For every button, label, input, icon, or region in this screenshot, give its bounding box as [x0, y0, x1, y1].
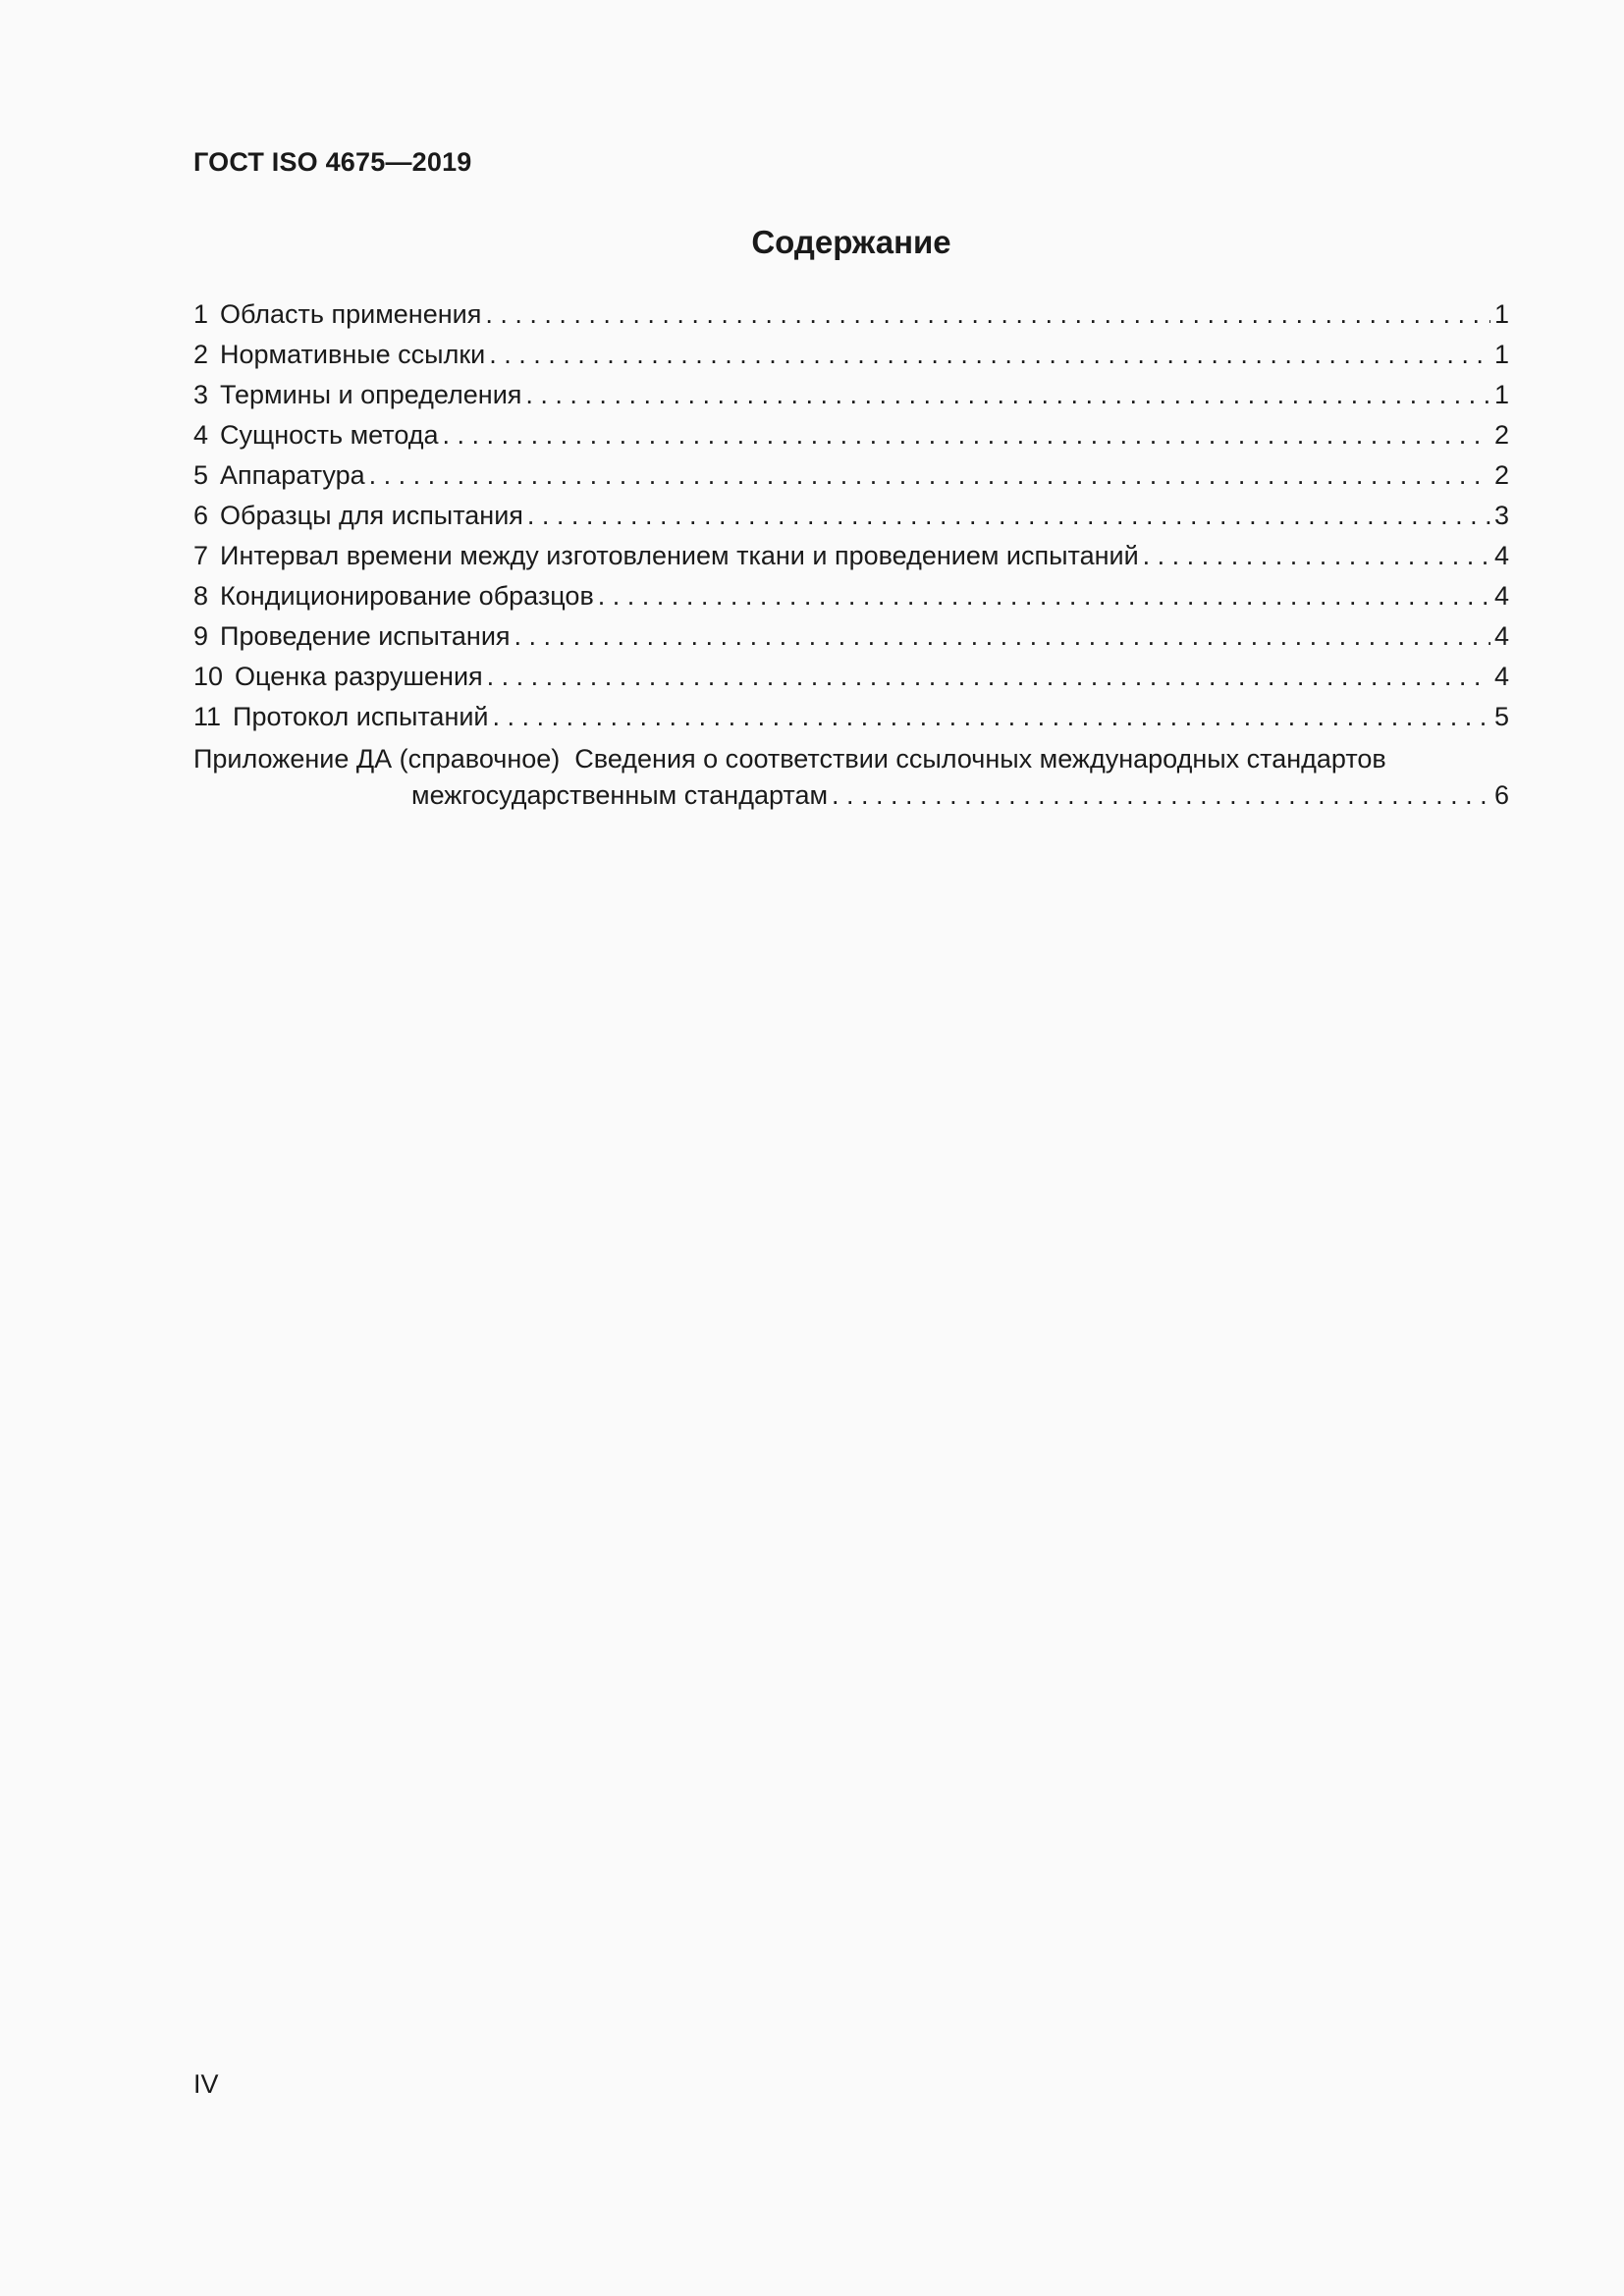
toc-item-label: Образцы для испытания — [220, 501, 523, 530]
toc-item[interactable] — [193, 616, 1509, 657]
toc-item[interactable] — [193, 657, 1509, 697]
table-of-contents — [193, 294, 1509, 814]
toc-leader-dots — [493, 697, 1490, 737]
toc-item-number: 9 — [193, 621, 209, 651]
appendix-title-line1: Сведения о соответствии ссылочных международных стандартов — [574, 744, 1386, 774]
toc-leader-dots — [489, 335, 1490, 375]
toc-item-label: Нормативные ссылки — [220, 340, 486, 369]
toc-item-page: 2 — [1493, 420, 1509, 450]
toc-item[interactable] — [193, 536, 1509, 576]
appendix-title-line2: межгосударственным стандартам — [411, 780, 829, 810]
toc-leader-dots — [598, 576, 1490, 616]
toc-item-label: Сущность метода — [220, 420, 439, 450]
toc-item-number: 1 — [193, 299, 209, 329]
toc-item-page: 1 — [1493, 340, 1509, 369]
toc-leader-dots — [1143, 536, 1490, 576]
toc-item[interactable] — [193, 375, 1509, 415]
toc-item[interactable] — [193, 576, 1509, 616]
toc-leader-dots — [369, 455, 1490, 496]
toc-item-page: 2 — [1493, 460, 1509, 490]
toc-item-number: 8 — [193, 581, 209, 611]
appendix-prefix: Приложение ДА (справочное) — [193, 744, 561, 774]
toc-item-label: Проведение испытания — [220, 621, 511, 651]
toc-item-number: 4 — [193, 420, 209, 450]
toc-item[interactable] — [193, 455, 1509, 496]
toc-item-label: Протокол испытаний — [233, 702, 489, 731]
toc-item-number: 11 — [193, 702, 222, 731]
toc-item-number: 2 — [193, 340, 209, 369]
toc-title: Содержание — [751, 224, 951, 260]
toc-item-page: 5 — [1493, 702, 1509, 731]
toc-item-label: Термины и определения — [220, 380, 522, 409]
toc-item-page: 1 — [1493, 299, 1509, 329]
toc-item-label: Аппаратура — [220, 460, 365, 490]
appendix-page: 6 — [1493, 780, 1509, 810]
toc-item-number: 6 — [193, 501, 209, 530]
toc-leader-dots — [487, 657, 1490, 697]
toc-leader-dots — [525, 375, 1490, 415]
toc-item[interactable] — [193, 697, 1509, 737]
toc-leader-dots — [832, 777, 1490, 814]
toc-item-page: 4 — [1493, 541, 1509, 570]
toc-item[interactable] — [193, 335, 1509, 375]
toc-item-number: 7 — [193, 541, 209, 570]
toc-item-number: 3 — [193, 380, 209, 409]
toc-item-page: 3 — [1493, 501, 1509, 530]
toc-item[interactable] — [193, 415, 1509, 455]
toc-leader-dots — [527, 496, 1490, 536]
toc-item-label: Интервал времени между изготовлением ткани и проведением испытаний — [220, 541, 1139, 570]
toc-item-label: Оценка разрушения — [235, 662, 483, 691]
toc-item-number: 10 — [193, 662, 224, 691]
toc-appendix-item[interactable] — [193, 741, 1509, 814]
footer-page-number: IV — [193, 2069, 219, 2099]
toc-item-label: Область применения — [220, 299, 482, 329]
toc-item-page: 4 — [1493, 662, 1509, 691]
toc-leader-dots — [514, 616, 1490, 657]
toc-item-label: Кондиционирование образцов — [220, 581, 594, 611]
toc-item-page: 1 — [1493, 380, 1509, 409]
toc-item-number: 5 — [193, 460, 209, 490]
toc-item-page: 4 — [1493, 581, 1509, 611]
toc-leader-dots — [443, 415, 1490, 455]
toc-item-page: 4 — [1493, 621, 1509, 651]
toc-leader-dots — [485, 294, 1490, 335]
document-header: ГОСТ ISO 4675—2019 — [193, 147, 472, 177]
toc-item[interactable] — [193, 496, 1509, 536]
toc-item[interactable] — [193, 294, 1509, 335]
